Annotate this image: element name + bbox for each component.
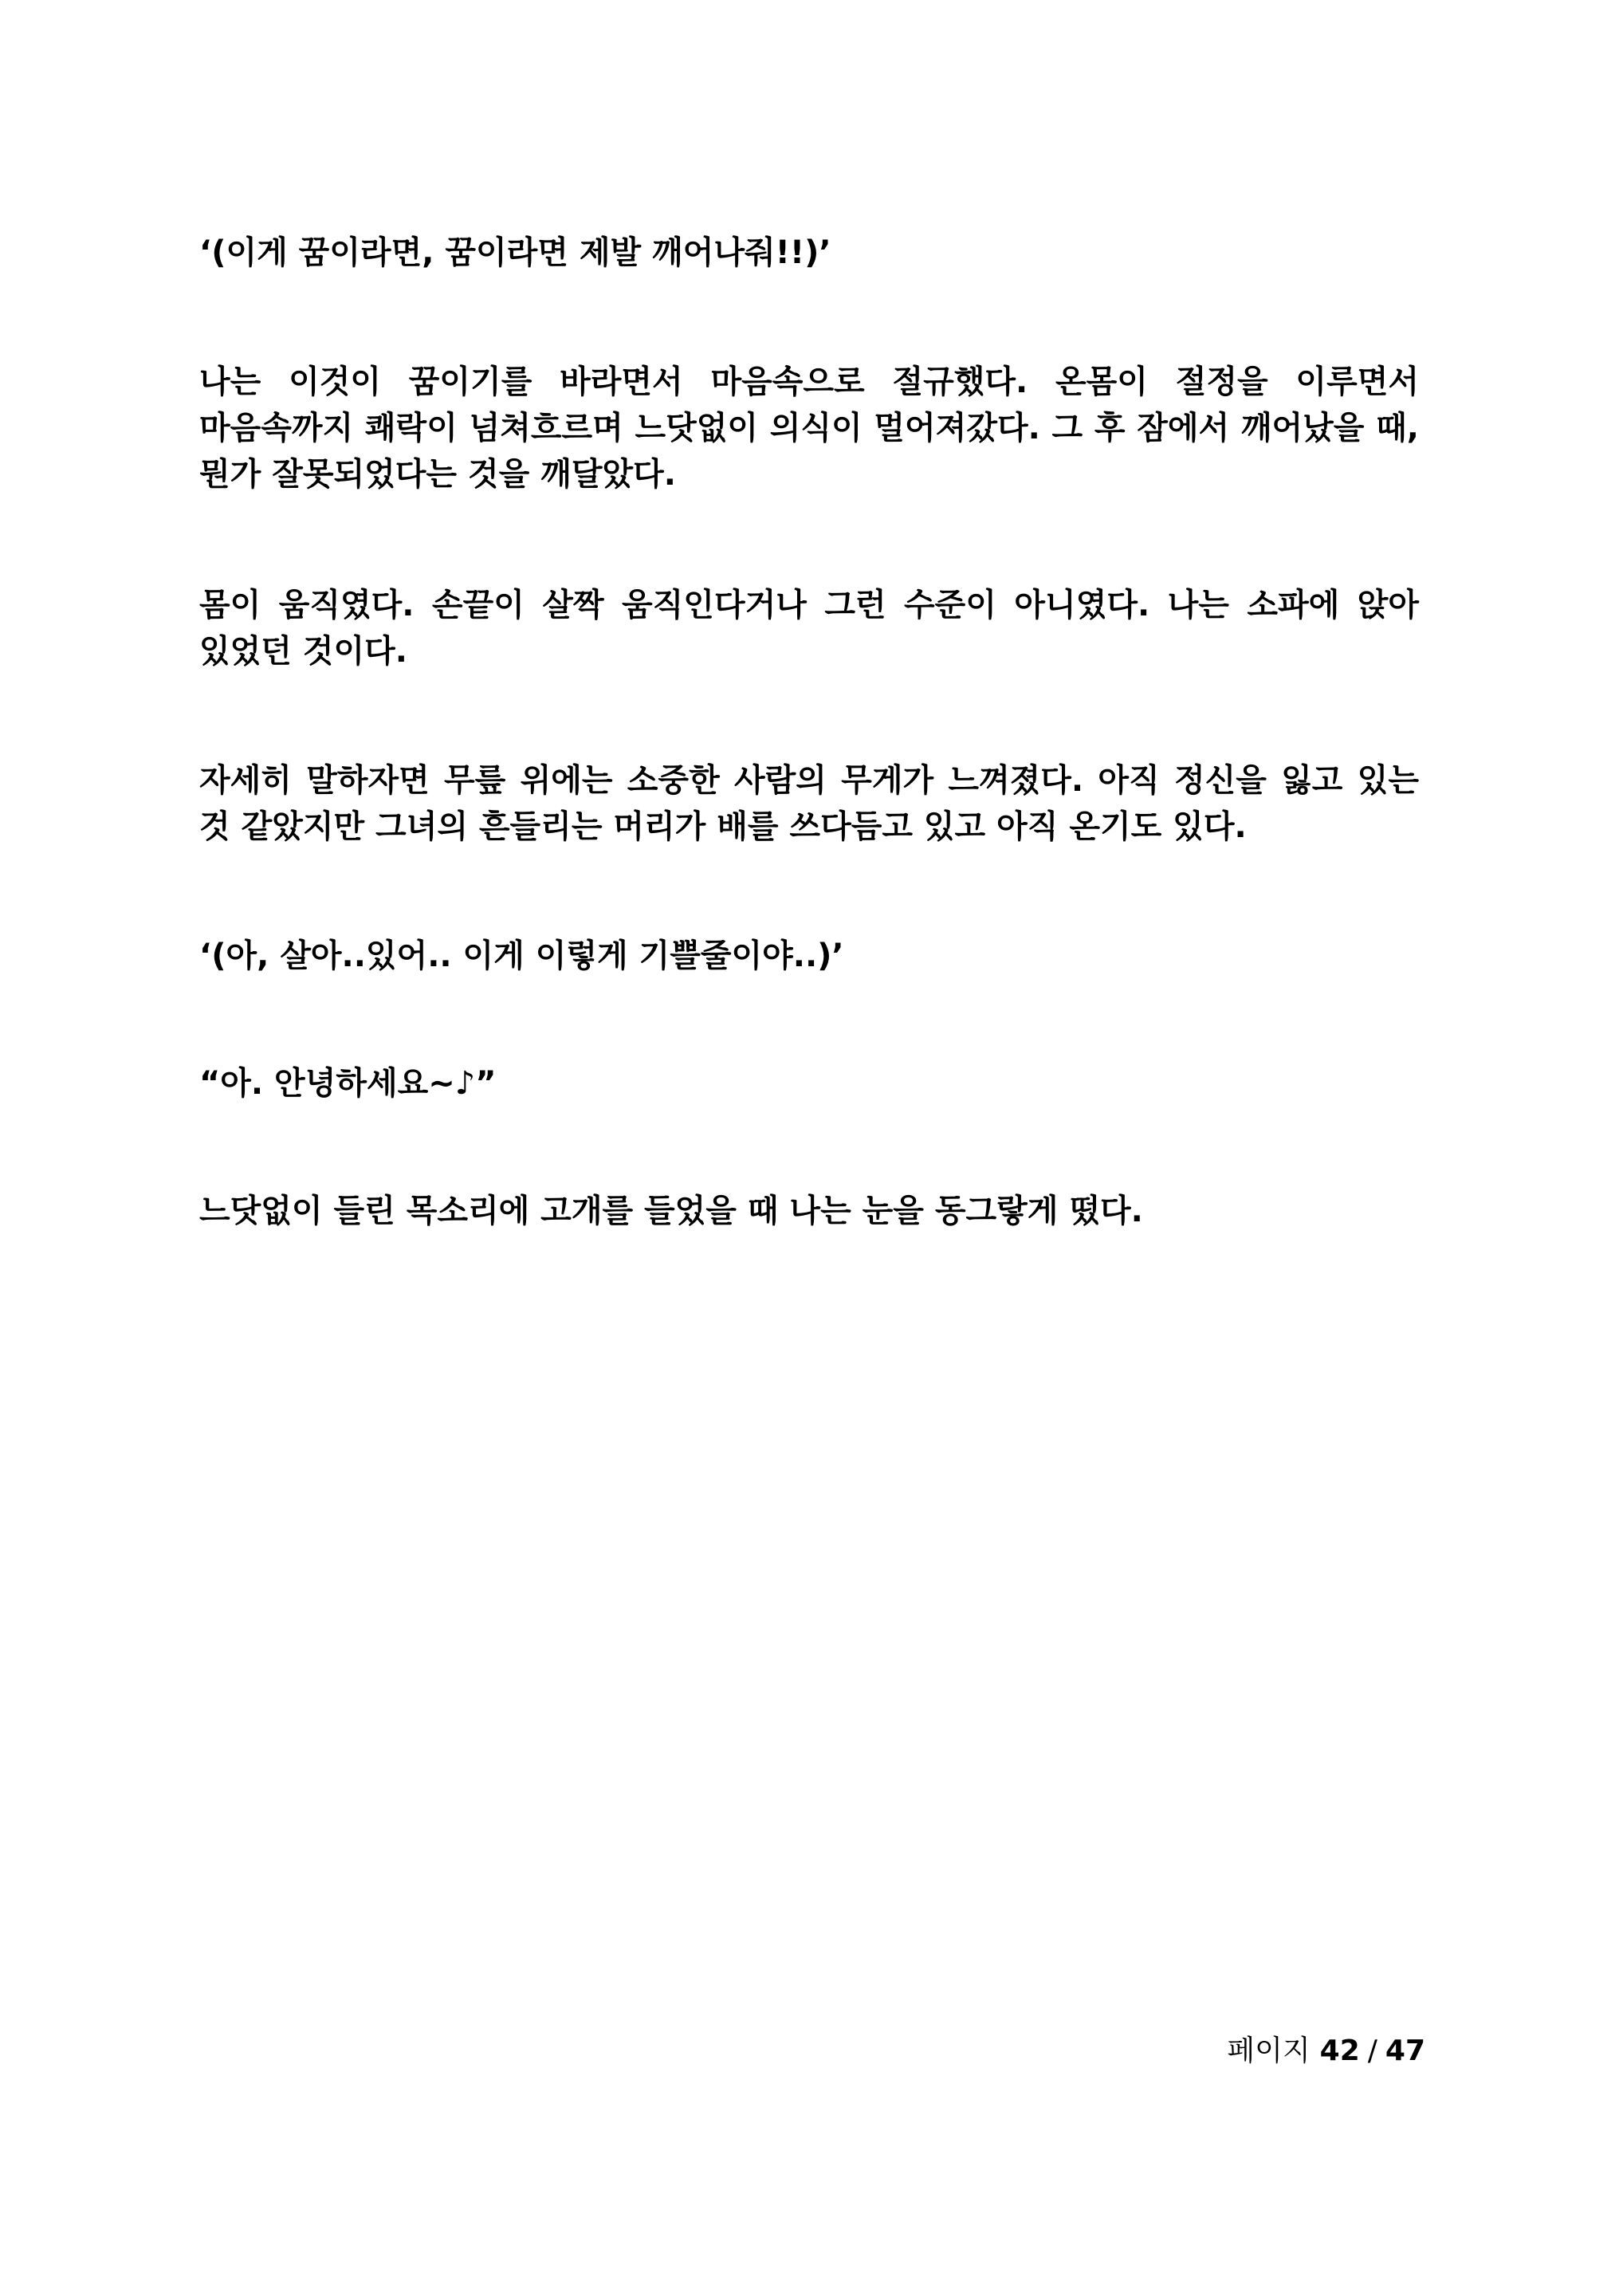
page-number-footer — [1227, 2031, 1425, 2071]
paragraph-7: 느닷없이 들린 목소리에 고개를 들었을 때 나는 눈을 동그랗게 떴다. — [199, 1193, 1143, 1229]
paragraph-4: 자세히 말하자면 무릎 위에는 소중한 사람의 무게가 느껴졌다. 아직 정신을 잃고 있는 것 같았지만 그녀의 흔들리는 머리가 배를 쓰다듬고 있고 아직 온기도 있다. — [199, 762, 1419, 845]
total-page-number: 47 — [1385, 2035, 1425, 2067]
paragraph-5: ‘(아, 살아..있어.. 이게 이렇게 기쁠줄이야..)’ — [199, 938, 844, 974]
page-label: 페이지 — [1227, 2035, 1311, 2067]
paragraph-3: 몸이 움직였다. 손끝이 살짝 움직인다거나 그런 수준이 아니였다. 나는 소파에 앉아 있었던 것이다. — [199, 587, 1419, 670]
current-page-number: 42 — [1319, 2035, 1360, 2067]
paragraph-2: 나는 이것이 꿈이기를 바라면서 마음속으로 절규했다. 온몸이 절정을 이루면서 마음속까지 쾌락이 넘쳐흐르며 느닷없이 의식이 멀어져갔다. 그 후 잠에서 깨어났을 때, 뭔가 잘못되었다는 것을 깨달았다. — [199, 364, 1419, 493]
paragraph-1: ‘(이게 꿈이라면, 꿈이라면 제발 깨어나줘!!)’ — [199, 234, 831, 271]
page-separator: / — [1367, 2035, 1377, 2067]
paragraph-6: “아. 안녕하세요~♪” — [199, 1065, 497, 1102]
